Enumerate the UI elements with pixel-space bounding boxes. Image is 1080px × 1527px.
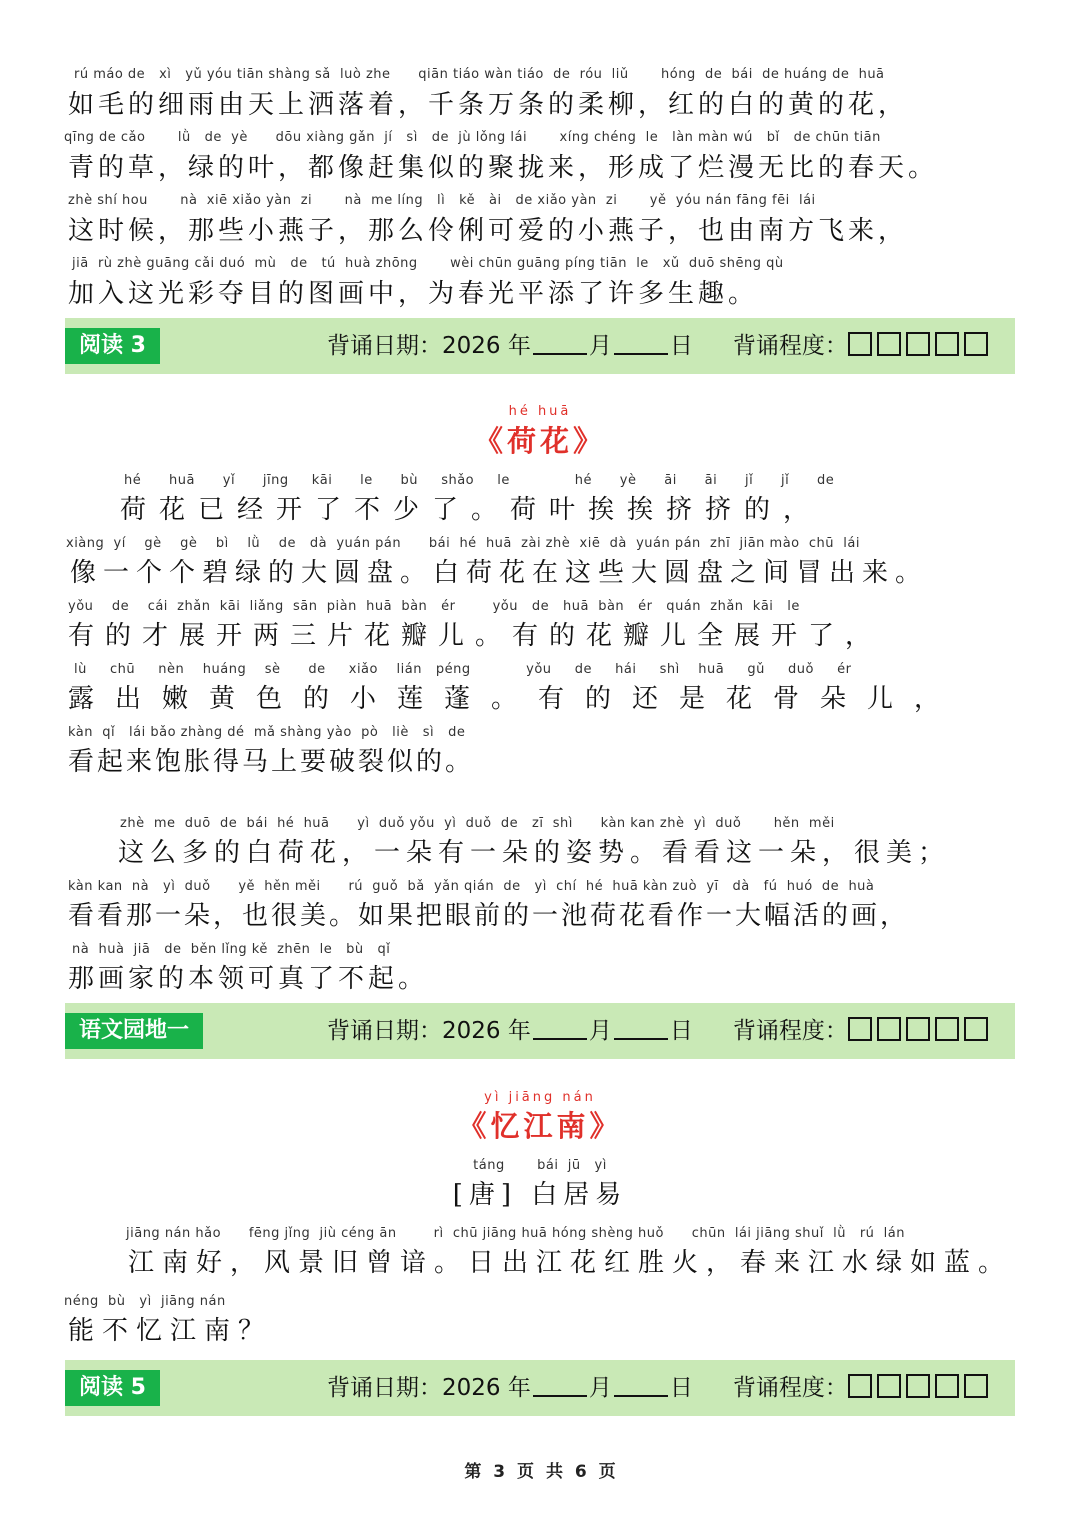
level-checkbox[interactable] xyxy=(848,1017,872,1041)
hanzi-line: 那画家的本领可真了不起。 xyxy=(68,964,429,994)
recite-level-label: 背诵程度： xyxy=(732,1375,848,1401)
author-pinyin: táng bái jū yì xyxy=(473,1158,607,1173)
pinyin-line: zhè me duō de bái hé huā yì duǒ yǒu yì duǒ de zī shì kàn kan zhè yì duǒ hěn měi xyxy=(120,816,835,831)
hanzi-line: 看起来饱胀得马上要破裂似的。 xyxy=(68,747,475,777)
level-checkbox[interactable] xyxy=(964,1374,988,1398)
level-checkbox[interactable] xyxy=(935,332,959,356)
poem-title: 《荷花》 xyxy=(473,424,606,458)
level-checkbox[interactable] xyxy=(848,1374,872,1398)
title-pinyin: hé huā xyxy=(508,404,572,419)
author: [唐] 白居易 xyxy=(452,1180,628,1210)
section-tag: 语文园地一 xyxy=(65,1013,203,1049)
hanzi-line: 这时候，那些小燕子，那么伶俐可爱的小燕子，也由南方飞来， xyxy=(68,216,909,246)
recite-bar xyxy=(65,1360,1015,1416)
recite-date xyxy=(327,1013,993,1049)
hanzi-line: 加入这光彩夺目的图画中，为春光平添了许多生趣。 xyxy=(68,279,759,309)
recite-bar xyxy=(65,318,1015,374)
hanzi-line: 荷花已经开了不少了。荷叶挨挨挤挤的， xyxy=(120,495,823,525)
hanzi-line: 青的草，绿的叶，都像赶集似的聚拢来，形成了烂漫无比的春天。 xyxy=(68,153,939,183)
pinyin-line: kàn kan nà yì duǒ yě hěn měi rú guǒ bǎ yǎn qián de yì chí hé huā kàn zuò yī dà fú huó de huà xyxy=(68,879,875,894)
hanzi-line: 有的才展开两三片花瓣儿。有的花瓣儿全展开了， xyxy=(68,621,883,651)
recite-level-label: 背诵程度： xyxy=(732,1018,848,1044)
month-label: 月 xyxy=(588,1375,612,1401)
pinyin-line: xiàng yí gè gè bì lǜ de dà yuán pán bái hé huā zài zhè xiē dà yuán pán zhī jiān mào chū lái xyxy=(66,536,860,551)
poem-title: 《忆江南》 xyxy=(457,1109,623,1143)
pinyin-line: qīng de cǎo lǜ de yè dōu xiàng gǎn jí sì de jù lǒng lái xíng chéng le làn màn wú bǐ de chūn tiān xyxy=(64,130,881,145)
pinyin-line: lù chū nèn huáng sè de xiǎo lián péng yǒu de hái shì huā gǔ duǒ ér xyxy=(74,662,852,677)
month-blank[interactable] xyxy=(533,1016,587,1040)
hanzi-line: 看看那一朵，也很美。如果把眼前的一池荷花看作一大幅活的画， xyxy=(68,901,910,931)
day-label: 日 xyxy=(669,1375,693,1401)
pinyin-line: jiā rù zhè guāng cǎi duó mù de tú huà zhōng wèi chūn guāng píng tiān le xǔ duō shēng qù xyxy=(72,256,784,271)
pinyin-line: néng bù yì jiāng nán xyxy=(64,1294,226,1309)
recite-level-label: 背诵程度： xyxy=(732,333,848,359)
section-tag: 阅读 5 xyxy=(65,1370,160,1406)
pinyin-line: yǒu de cái zhǎn kāi liǎng sān piàn huā bàn ér yǒu de huā bàn ér quán zhǎn kāi le xyxy=(68,599,800,614)
recite-bar xyxy=(65,1003,1015,1059)
level-checkbox[interactable] xyxy=(906,1374,930,1398)
recite-date xyxy=(327,328,993,364)
recite-date-label: 背诵日期：2026 年 xyxy=(327,333,531,359)
level-checkbox[interactable] xyxy=(935,1017,959,1041)
title-pinyin: yì jiāng nán xyxy=(484,1090,596,1105)
level-checkbox[interactable] xyxy=(877,332,901,356)
day-blank[interactable] xyxy=(614,331,668,355)
day-label: 日 xyxy=(669,333,693,359)
day-blank[interactable] xyxy=(614,1016,668,1040)
month-blank[interactable] xyxy=(533,1373,587,1397)
section-tag: 阅读 3 xyxy=(65,328,160,364)
level-checkbox[interactable] xyxy=(848,332,872,356)
recite-date xyxy=(327,1370,993,1406)
pinyin-line: hé huā yǐ jīng kāi le bù shǎo le hé yè āi āi jǐ jǐ de xyxy=(124,473,835,488)
hanzi-line: 如毛的细雨由天上洒落着，千条万条的柔柳，红的白的黄的花， xyxy=(68,90,909,120)
month-label: 月 xyxy=(588,333,612,359)
level-checkbox[interactable] xyxy=(964,1017,988,1041)
pinyin-line: rú máo de xì yǔ yóu tiān shàng sǎ luò zhe qiān tiáo wàn tiáo de róu liǔ hóng de bái de huáng de huā xyxy=(74,67,885,82)
pinyin-line: zhè shí hou nà xiē xiǎo yàn zi nà me líng lì kě ài de xiǎo yàn zi yě yóu nán fāng fēi lái xyxy=(68,193,816,208)
pinyin-line: kàn qǐ lái bǎo zhàng dé mǎ shàng yào pò liè sì de xyxy=(68,725,466,740)
hanzi-line: 江南好，风景旧曾谙。日出江花红胜火，春来江水绿如蓝。 xyxy=(128,1248,1013,1278)
month-blank[interactable] xyxy=(533,331,587,355)
month-label: 月 xyxy=(588,1018,612,1044)
level-checkbox[interactable] xyxy=(906,1017,930,1041)
day-label: 日 xyxy=(669,1018,693,1044)
level-checkbox[interactable] xyxy=(964,332,988,356)
recite-date-label: 背诵日期：2026 年 xyxy=(327,1375,531,1401)
day-blank[interactable] xyxy=(614,1373,668,1397)
pinyin-line: jiāng nán hǎo fēng jǐng jiù céng ān rì chū jiāng huā hóng shèng huǒ chūn lái jiāng shuǐ lǜ rú lán xyxy=(126,1226,906,1241)
level-checkbox[interactable] xyxy=(877,1374,901,1398)
hanzi-line: 像一个个碧绿的大圆盘。白荷花在这些大圆盘之间冒出来。 xyxy=(70,558,929,588)
recite-date-label: 背诵日期：2026 年 xyxy=(327,1018,531,1044)
level-checkbox[interactable] xyxy=(877,1017,901,1041)
pinyin-line: nà huà jiā de běn lǐng kě zhēn le bù qǐ xyxy=(72,942,391,957)
level-checkbox[interactable] xyxy=(935,1374,959,1398)
hanzi-line: 能不忆江南？ xyxy=(68,1316,273,1346)
level-checkbox[interactable] xyxy=(906,332,930,356)
hanzi-line: 这么多的白荷花，一朵有一朵的姿势。看看这一朵，很美； xyxy=(118,838,951,868)
hanzi-line: 露出嫩黄色的小莲蓬。有的还是花骨朵儿， xyxy=(68,684,962,714)
page-footer: 第 3 页 共 6 页 xyxy=(464,1462,616,1482)
